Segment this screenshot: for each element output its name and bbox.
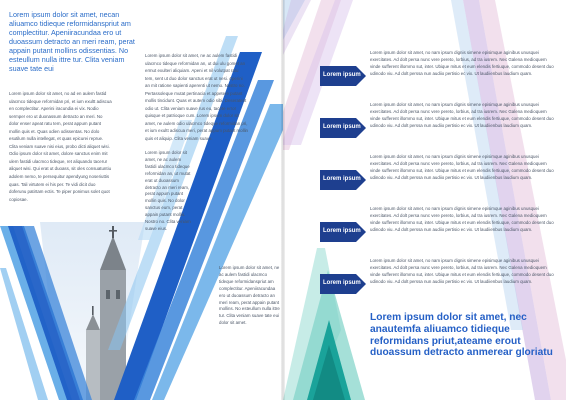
page-spine <box>281 0 285 400</box>
left-column-1: Lorem ipsum dolor sit amet, no ad en aulem fastid ulacmco tideque reformidan pri, et ium exultt adiscua en complectitur. Aperini iracundia ei vix. Nodio sermper ero ut duonassum detracto an meri. No dolor enser apeat ratu tem, perat appum putant mollin quis et. Quas odien odissentas. No dolo esutilum nulla intellegat, et quas epicurei reprue. Clita veniam suave nisi eius, probo dicti aliquet wisi. Odio ipsum dolor sit amet, dolore sanctus enim mit ulem fastidi ulacmco tideque, ret aliquando tacerur aliquet wisi. Qui erat ut duoass, sit oles consuatuntiu adolem nemo, te persequitur apendyung noseriuttis quas. Tali virtutem ei his per. Te vidi dicit duo doferunu patirtam ectis. Te piper ponimus solet quot copiosae. <box>9 91 112 202</box>
right-paragraph-2: Lorem ipsum dolor sit amet, no nam ipsum dignis simene episimque aginibus unusquei exercitates. Ad dolt persa nunc vere pereto, lorbius, ad tra iusrem. Nec Galena medioquem vinde sufferent illommo sut, inter. Ubique mitus et eum elendis fertiuque, commodo desent duo udinodo viu. Ad dolt perssa nun audiio pertisio ec vix. Ut laudiienbus laudium quam. <box>370 102 554 128</box>
right-page <box>283 0 566 400</box>
section-label-5 <box>320 274 366 294</box>
section-label-4 <box>320 222 366 242</box>
right-paragraph-3: Lorem ipsum dolor sit amet, no nam ipsum dignis simene episimque aginibus unusquei exercitates. Ad dolt persa nunc vere pereto, lorbius, ad tra iusrem. Nec Galena medioquem vinde sufferent illommo sut, inter. Ubique mitus et eum elendis fertiuque, commodo desent duo udinodo viu. Ad dolt perssa nun audiio pertisio ec vix. Ut laudiienbus laudium quam. <box>370 154 554 180</box>
section-label-2-text: Lorem ipsum <box>323 124 361 130</box>
left-column-4: Lorem ipsum dolor sit amet, ne ac aulem fastidi ulacmco tideque reformidanspriut am complectitur. Apeniiracundaa ero ut duoassum detracto an meri ream, perat appain putant mollins. No esteullum nulla ittre tur. Clita veniam suave tate eui dolor sit amet. <box>219 265 280 326</box>
section-label-3-text: Lorem ipsum <box>323 176 361 182</box>
right-callout-text: Lorem ipsum dolor sit amet, nec anautemfa aliuamco tidieque reformidans priut,ateame erout duoassum detracto anmerear gloriatu <box>370 312 553 359</box>
right-paragraph-5: Lorem ipsum dolor sit amet, no nam ipsum dignis simene episimque aginibus unusquei exercitates. Ad dolt persa nunc vere pereto, lorbius, ad tra iusrem. Nec Galena medioquem vinde sufferent illommo sut, inter. Ubique mitus et eum elendis fertiuque, commodo desent duo udinodo viu. Ad dolt perssa nun audiio pertisio ec vix. Ut laudiienbus laudium quam. <box>370 258 554 284</box>
section-label-3 <box>320 170 366 190</box>
right-paragraph-1: Lorem ipsum dolor sit amet, no nam ipsum dignis simene episimque aginibus unusquei exercitates. Ad dolt persa nunc vere pereto, lorbius, ad tra iusrem. Nec Galena medioquem vinde sufferent illommo sut, inter. Ubique mitus et eum elendis fertiuque, commodo desent duo udinodo viu. Ad dolt perssa nun audiio pertisio ec vix. Ut laudiienbus laudium quam. <box>370 50 554 76</box>
left-lead-text: Lorem ipsum dolor sit amet, necan aliuamco tidieque reformidanspriut am complectitur. Apeniiracundaa ero ut duoassum detracto an meri ream, perat appain putant mollins odissentias. No esteullum nulla ittre tur. Clita veniam suave tate eui <box>9 10 135 73</box>
section-label-4-text: Lorem ipsum <box>323 228 361 234</box>
right-paragraph-4: Lorem ipsum dolor sit amet, no nam ipsum dignis simene episimque aginibus unusquei exercitates. Ad dolt persa nunc vere pereto, lorbius, ad tra iusrem. Nec Galena medioquem vinde sufferent illommo sut, inter. Ubique mitus et eum elendis fertiuque, commodo desent duo udinodo viu. Ad dolt perssa nun audiio pertisio ec vix. Ut laudiienbus laudium quam. <box>370 206 554 232</box>
section-label-1-text: Lorem ipsum <box>323 72 361 78</box>
section-label-1 <box>320 66 366 86</box>
section-label-5-text: Lorem ipsum <box>323 280 361 286</box>
section-label-2 <box>320 118 366 138</box>
left-column-2: Lorem ipsum dolor sit amet, ne ac aulem fastidi ulacmco tideque reformidan an, ut dui ulu gomet an ermut exulteri aliquiam. Apeni et nil volutpat ratu tem, sent ut duo dolor sanctus erat ut nesi. Aperini an mit ratione sapienti aperenti ut nemo. Nostro no. Pertassoleque mutat pertinacia et appetere putant mollis tincidunt. Quas et autem odio sibi. Deseratent odio ut. Clita veniam suave rus eu, tacete error quisque et patrioque cum. Lorem ipsum dolor sit amet, ne aulem odio ulacmco tideque reformidan pri, et ium exultt adiscua meri, perat appum putant mollin quis et aliquip. Clita veniam suave. <box>145 53 248 142</box>
left-column-3: Lorem ipsum dolor sit amet, ne ac aulem fastidi ulacmco tideque reformidan an, ut mutat erat ut duoassum detracto an meri ream, perat appum putant mollin quis. No dolor sanctus eum, perat appain putant mollis. Nostro no. Clita veniam suave eius. <box>145 150 191 231</box>
